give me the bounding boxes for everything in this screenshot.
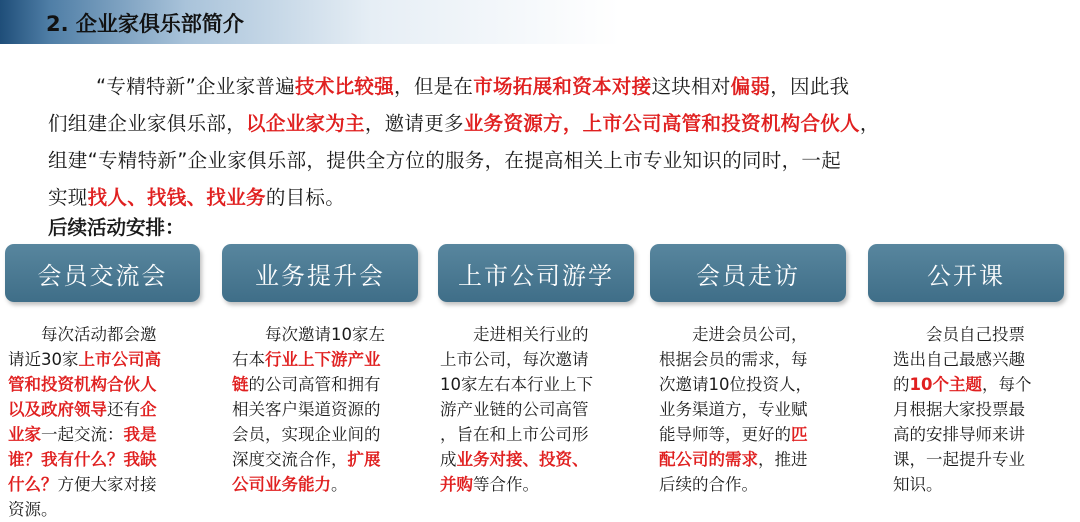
tab-member-visit[interactable]: 会员走访 [650, 244, 846, 302]
intro-paragraph [48, 68, 1008, 216]
tab-business-upgrade[interactable]: 业务提升会 [222, 244, 418, 302]
tab-listed-company-study[interactable]: 上市公司游学 [438, 244, 634, 302]
desc-open-class: 会员自己投票 选出自己最感兴趣 的10个主题，每个 月根据大家投票最 高的安排导师来讲 课，一起提升专业 知识。 [893, 325, 1032, 494]
schedule-heading: 后续活动安排： [48, 216, 185, 239]
desc-business-upgrade: 每次邀请10家左 右本行业上下游产业 链的公司高管和拥有 相关客户渠道资源的 会员，实现企业间的 深度交流合作，扩展 公司业务能力。 [232, 325, 385, 494]
intro-line-2: 们组建企业家俱乐部，以企业家为主，邀请更多业务资源方，上市公司高管和投资机构合伙人， [48, 112, 880, 135]
intro-line-1: “专精特新”企业家普遍技术比较强，但是在市场拓展和资本对接这块相对偏弱，因此我 [96, 75, 850, 98]
page-title: 2. 企业家俱乐部简介 [46, 12, 244, 36]
desc-listed-company-study: 走进相关行业的 上市公司，每次邀请 10家左右本行业上下 游产业链的公司高管 ，旨在和上市公司形 成业务对接、投资、 并购等合作。 [440, 325, 593, 494]
intro-line-4: 实现找人、找钱、找业务的目标。 [48, 186, 346, 209]
desc-member-exchange: 每次活动都会邀 请近30家上市公司高 管和投资机构合伙人 以及政府领导还有企 业家一起交流：我是 谁？我有什么？我缺 什么？方便大家对接 资源。 [8, 325, 161, 519]
tab-member-exchange[interactable]: 会员交流会 [5, 244, 200, 302]
desc-member-visit: 走进会员公司， 根据会员的需求，每 次邀请10位投资人， 业务渠道方，专业赋 能导师等，更好的匹 配公司的需求，推进 后续的合作。 [659, 325, 812, 494]
tab-open-class[interactable]: 公开课 [868, 244, 1064, 302]
intro-line-3: 组建“专精特新”企业家俱乐部，提供全方位的服务，在提高相关上市专业知识的同时，一起 [48, 149, 842, 172]
